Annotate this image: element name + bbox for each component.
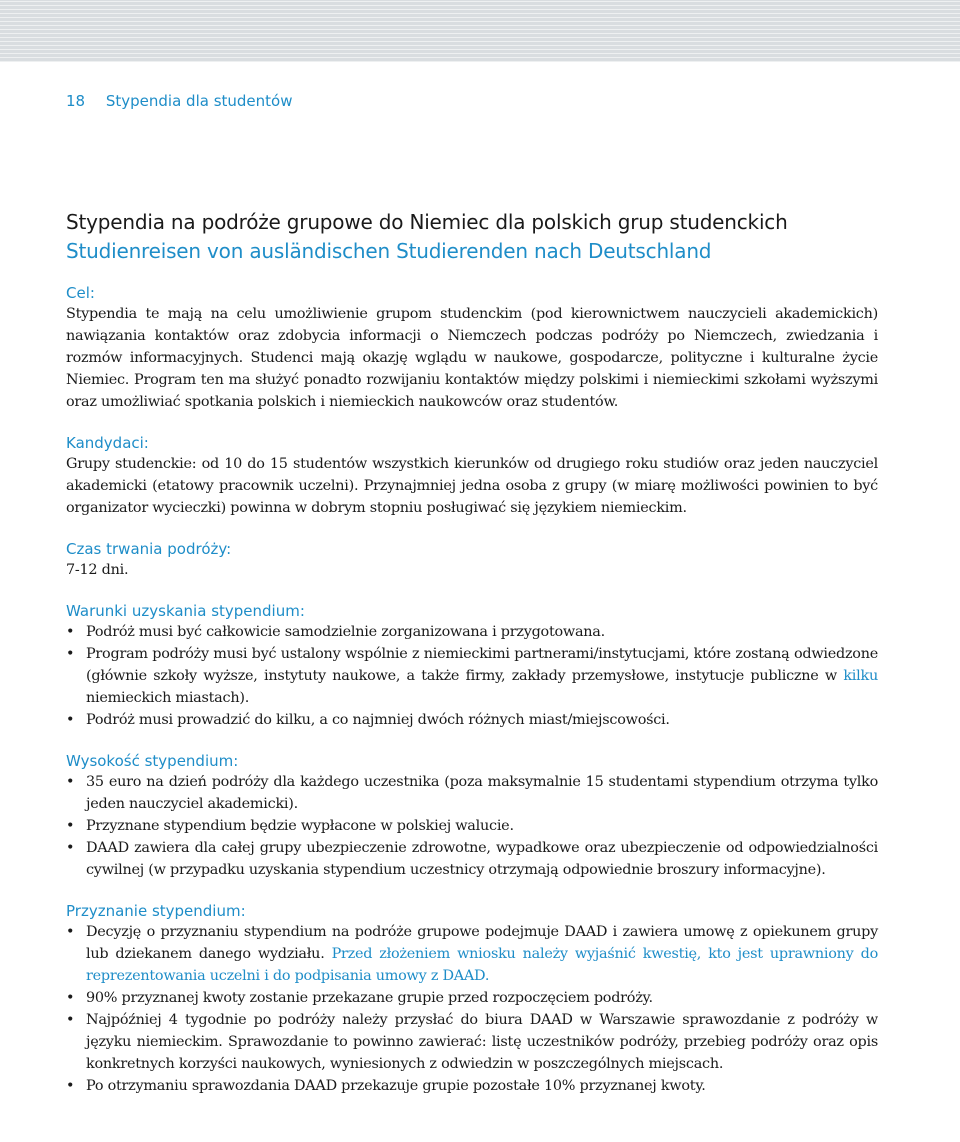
list-warunki [66, 621, 878, 731]
list-item: • Przyznane stypendium będzie wypłacone w polskiej walucie. [66, 815, 878, 837]
bullet-icon: • [66, 818, 75, 834]
list-przyznanie [66, 921, 878, 1097]
bullet-icon: • [66, 840, 75, 856]
title-german: Studienreisen von ausländischen Studierenden nach Deutschland [66, 239, 712, 263]
bullet-icon: • [66, 924, 75, 940]
running-title: Stypendia dla studentów [105, 92, 293, 110]
section-heading-przyznanie: Przyznanie stypendium: [66, 902, 246, 920]
list-item: • Najpóźniej 4 tygodnie po podróży należy przysłać do biura DAAD w Warszawie sprawozdanie z podróży w języku niemieckim. Sprawozdanie to powinno zawierać: listę uczestników podróży, przebieg podróży oraz opis konkretnych korzyści naukowych, wyniesionych z odwiedzin w poszczególnych miejscach. [66, 1009, 878, 1075]
running-header [66, 92, 293, 110]
highlighted-text: kilku [843, 668, 878, 684]
section-heading-warunki: Warunki uzyskania stypendium: [66, 602, 305, 620]
list-item: • 35 euro na dzień podróży dla każdego uczestnika (poza maksymalnie 15 studentami stypendium otrzyma tylko jeden nauczyciel akademicki). [66, 771, 878, 815]
list-item: • DAAD zawiera dla całej grupy ubezpieczenie zdrowotne, wypadkowe oraz ubezpieczenie od odpowiedzialności cywilnej (w przypadku uzyskania stypendium uczestnicy otrzymają odpowiednie broszury informacyjne). [66, 837, 878, 881]
bullet-icon: • [66, 774, 75, 790]
bullet-icon: • [66, 646, 75, 662]
bullet-icon: • [66, 1012, 75, 1028]
list-item: • 90% przyznanej kwoty zostanie przekazane grupie przed rozpoczęciem podróży. [66, 987, 878, 1009]
bullet-icon: • [66, 1078, 75, 1094]
bullet-icon: • [66, 712, 75, 728]
list-item: • Podróż musi być całkowicie samodzielnie zorganizowana i przygotowana. [66, 621, 878, 643]
top-decorative-band [0, 0, 960, 62]
section-text-czas: 7-12 dni. [66, 562, 129, 578]
title-polish: Stypendia na podróże grupowe do Niemiec dla polskich grup studenckich [66, 210, 788, 234]
list-item: • Program podróży musi być ustalony wspólnie z niemieckimi partnerami/instytucjami, które zostaną odwiedzone (głównie szkoły wyższe, instytuty naukowe, a także firmy, zakłady przemysłowe, instytucje publiczne w kilku niemieckich miastach). [66, 643, 878, 709]
section-text-kandydaci: Grupy studenckie: od 10 do 15 studentów wszystkich kierunków od drugiego roku studiów oraz jeden nauczyciel akademicki (etatowy pracownik uczelni). Przynajmniej jedna osoba z grupy (w miarę możliwości powinien to być organizator wycieczki) powinna w dobrym stopniu posługiwać się językiem niemieckim. [66, 456, 878, 516]
section-text-cel: Stypendia te mają na celu umożliwienie grupom studenckim (pod kierownictwem nauczycieli akademickich) nawiązania kontaktów oraz zdobycia informacji o Niemczech podczas podróży po Niemczech, zwiedzania i rozmów informacyjnych. Studenci mają okazję wglądu w naukowe, gospodarcze, polityczne i kulturalne życie Niemiec. Program ten ma służyć ponadto rozwijaniu kontaktów między polskimi i niemieckimi szkołami wyższymi oraz umożliwiać spotkania polskich i niemieckich naukowców oraz studentów. [66, 306, 878, 410]
page-number: 18 [66, 92, 86, 110]
list-item: • Po otrzymaniu sprawozdania DAAD przekazuje grupie pozostałe 10% przyznanej kwoty. [66, 1075, 878, 1097]
page-content [66, 208, 878, 1097]
section-heading-kandydaci: Kandydaci: [66, 434, 149, 452]
list-item: • Podróż musi prowadzić do kilku, a co najmniej dwóch różnych miast/miejscowości. [66, 709, 878, 731]
bullet-icon: • [66, 990, 75, 1006]
section-heading-czas: Czas trwania podróży: [66, 540, 232, 558]
list-item: • Decyzję o przyznaniu stypendium na podróże grupowe podejmuje DAAD i zawiera umowę z opiekunem grupy lub dziekanem danego wydziału. Przed złożeniem wniosku należy wyjaśnić kwestię, kto jest uprawniony do reprezentowania uczelni i do podpisania umowy z DAAD. [66, 921, 878, 987]
section-heading-cel: Cel: [66, 284, 95, 302]
bullet-icon: • [66, 624, 75, 640]
highlighted-text: Przed złożeniem wniosku należy wyjaśnić kwestię, kto jest uprawniony do reprezentowania uczelni i do podpisania umowy z DAAD. [86, 946, 878, 984]
list-wysokosc [66, 771, 878, 881]
section-heading-wysokosc: Wysokość stypendium: [66, 752, 239, 770]
